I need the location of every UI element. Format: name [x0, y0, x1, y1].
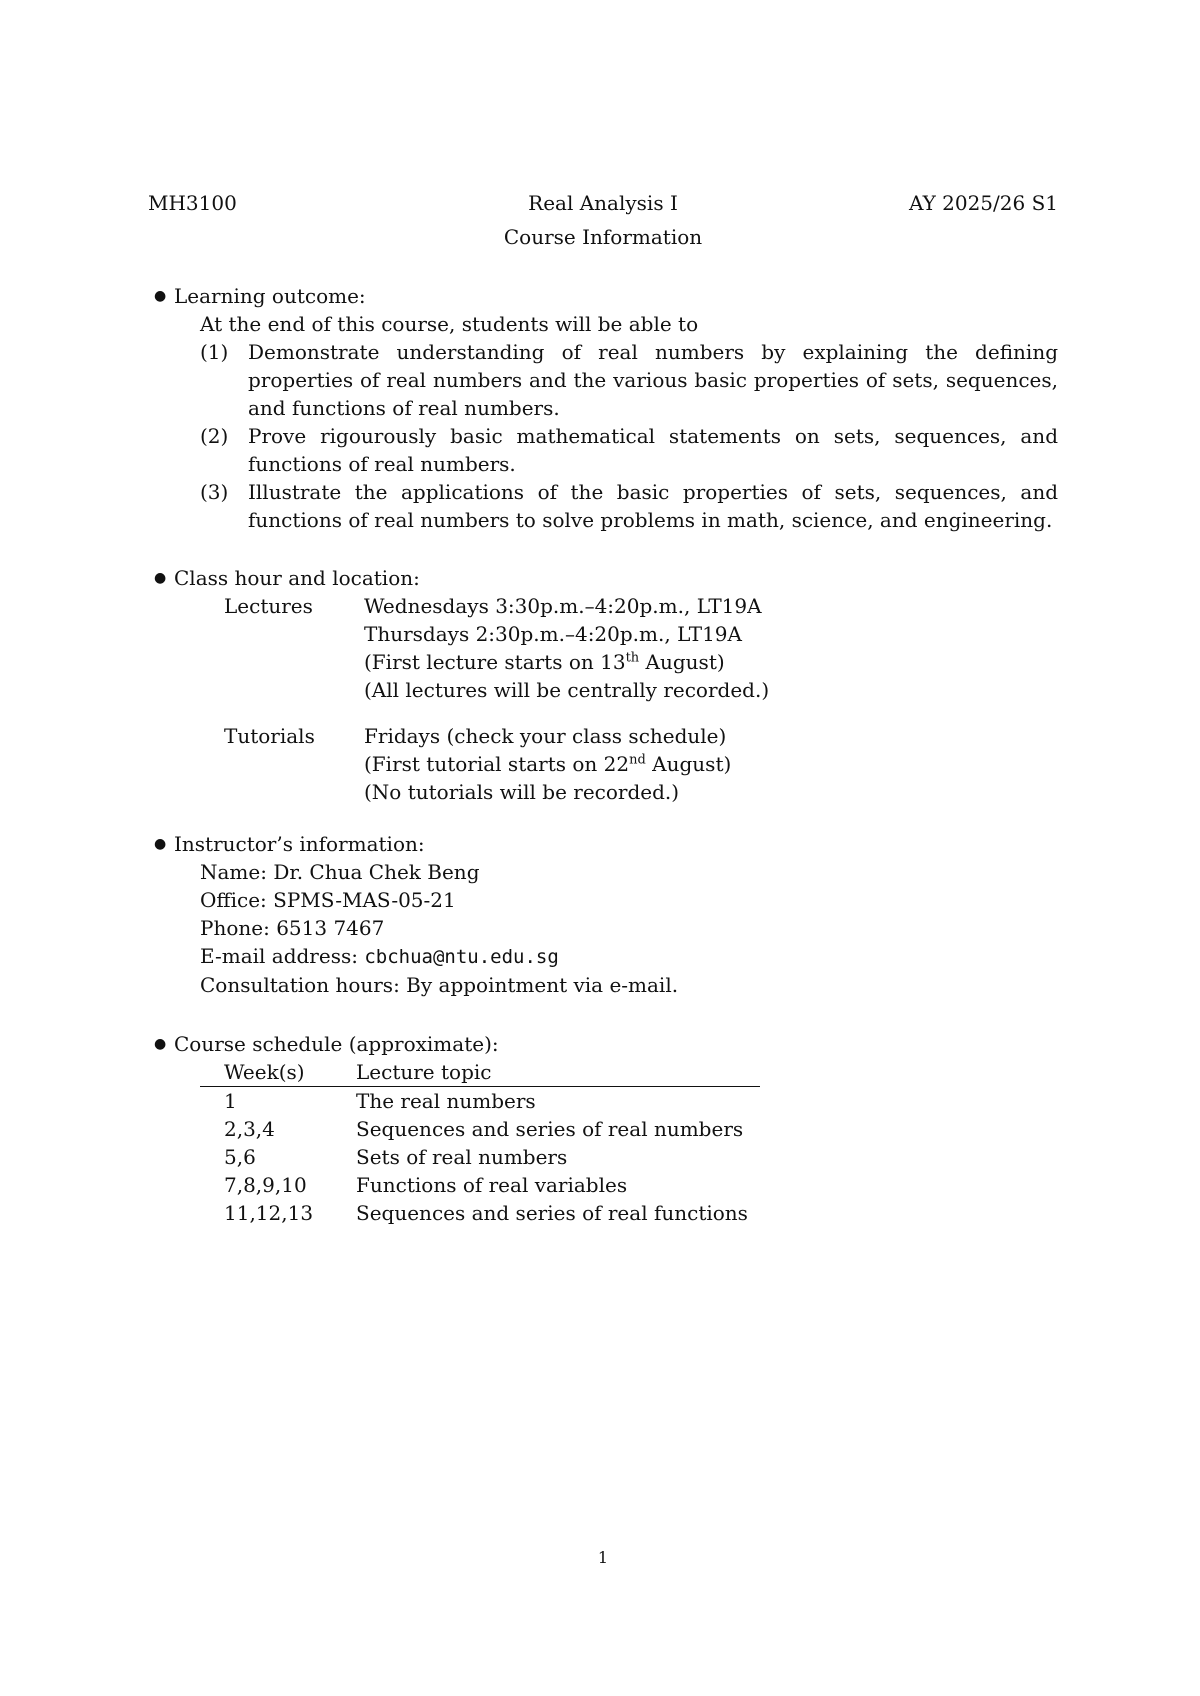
- lecture-line: (All lectures will be centrally recorded.): [364, 678, 770, 702]
- topic-cell: Sequences and series of real functions: [356, 1201, 748, 1225]
- week-cell: 11,12,13: [224, 1201, 314, 1225]
- course-title: Real Analysis I: [528, 191, 678, 215]
- topic-cell: The real numbers: [356, 1089, 536, 1113]
- outcome-text: Demonstrate understanding of real numbers by explaining the defining properties of real numbers and the various basic properties of sets, sequences, and functions of real numbers.: [248, 340, 1058, 420]
- tutorial-line: Fridays (check your class schedule): [364, 724, 727, 748]
- table-row: [200, 1199, 760, 1227]
- topic-column-header: Lecture topic: [356, 1058, 760, 1087]
- consultation-hours: Consultation hours: By appointment via e-mail.: [200, 973, 679, 997]
- learning-outcome-section: [148, 282, 1058, 534]
- document-page: [148, 0, 1058, 1696]
- course-schedule-section: [148, 1030, 1058, 1227]
- page-number: 1: [597, 1548, 609, 1567]
- section-title: Class hour and location:: [174, 566, 420, 590]
- topic-cell: Sequences and series of real numbers: [356, 1117, 744, 1141]
- week-cell: 2,3,4: [224, 1117, 275, 1141]
- schedule-table: [200, 1058, 760, 1227]
- topic-cell: Functions of real variables: [356, 1173, 628, 1197]
- lecture-start-line: (First lecture starts on 13th August): [364, 650, 725, 674]
- outcome-text: Prove rigourously basic mathematical statements on sets, sequences, and functions of real numbers.: [248, 424, 1058, 476]
- lectures-block: [224, 592, 1058, 704]
- week-cell: 7,8,9,10: [224, 1173, 307, 1197]
- tutorial-start-line: (First tutorial starts on 22nd August): [364, 752, 732, 776]
- table-row: [200, 1087, 760, 1116]
- outcome-number: (2): [200, 424, 229, 448]
- bullet-icon: ●: [154, 570, 167, 586]
- tutorials-label: Tutorials: [224, 724, 315, 748]
- table-row: [200, 1171, 760, 1199]
- bullet-icon: ●: [154, 836, 167, 852]
- academic-term: AY 2025/26 S1: [908, 191, 1058, 215]
- tutorial-line: (No tutorials will be recorded.): [364, 780, 680, 804]
- lectures-label: Lectures: [224, 594, 313, 618]
- outcome-number: (1): [200, 340, 229, 364]
- section-title: Course schedule (approximate):: [174, 1032, 499, 1056]
- outcome-item: [200, 478, 1058, 534]
- learning-intro: At the end of this course, students will be able to: [200, 312, 699, 336]
- course-code: MH3100: [148, 191, 237, 215]
- bullet-icon: ●: [154, 288, 167, 304]
- week-cell: 5,6: [224, 1145, 256, 1169]
- instructor-section: [148, 830, 1058, 999]
- table-row: [200, 1143, 760, 1171]
- document-subtitle: Course Information: [503, 225, 703, 249]
- outcome-item: [200, 422, 1058, 478]
- instructor-phone: Phone: 6513 7467: [200, 916, 385, 940]
- table-row: [200, 1115, 760, 1143]
- tutorials-block: [224, 722, 1058, 806]
- section-title: Instructor’s information:: [174, 832, 425, 856]
- lecture-line: Thursdays 2:30p.m.–4:20p.m., LT19A: [364, 622, 742, 646]
- lecture-line: Wednesdays 3:30p.m.–4:20p.m., LT19A: [364, 594, 762, 618]
- class-hours-section: [148, 564, 1058, 806]
- outcome-item: [200, 338, 1058, 422]
- week-cell: 1: [224, 1089, 237, 1113]
- topic-cell: Sets of real numbers: [356, 1145, 568, 1169]
- outcome-text: Illustrate the applications of the basic properties of sets, sequences, and functions of real numbers to solve problems in math, science, and engineering.: [248, 480, 1058, 532]
- outcome-number: (3): [200, 480, 229, 504]
- bullet-icon: ●: [154, 1036, 167, 1052]
- email-link[interactable]: cbchua@ntu.edu.sg: [364, 946, 559, 968]
- section-title: Learning outcome:: [174, 284, 366, 308]
- outcome-list: [200, 338, 1058, 534]
- instructor-office: Office: SPMS-MAS-05-21: [200, 888, 456, 912]
- instructor-email-line: E-mail address: cbchua@ntu.edu.sg: [200, 944, 559, 968]
- page-header: [148, 190, 1058, 216]
- instructor-name: Name: Dr. Chua Chek Beng: [200, 860, 480, 884]
- week-column-header: Week(s): [200, 1058, 356, 1087]
- table-header-row: [200, 1058, 760, 1087]
